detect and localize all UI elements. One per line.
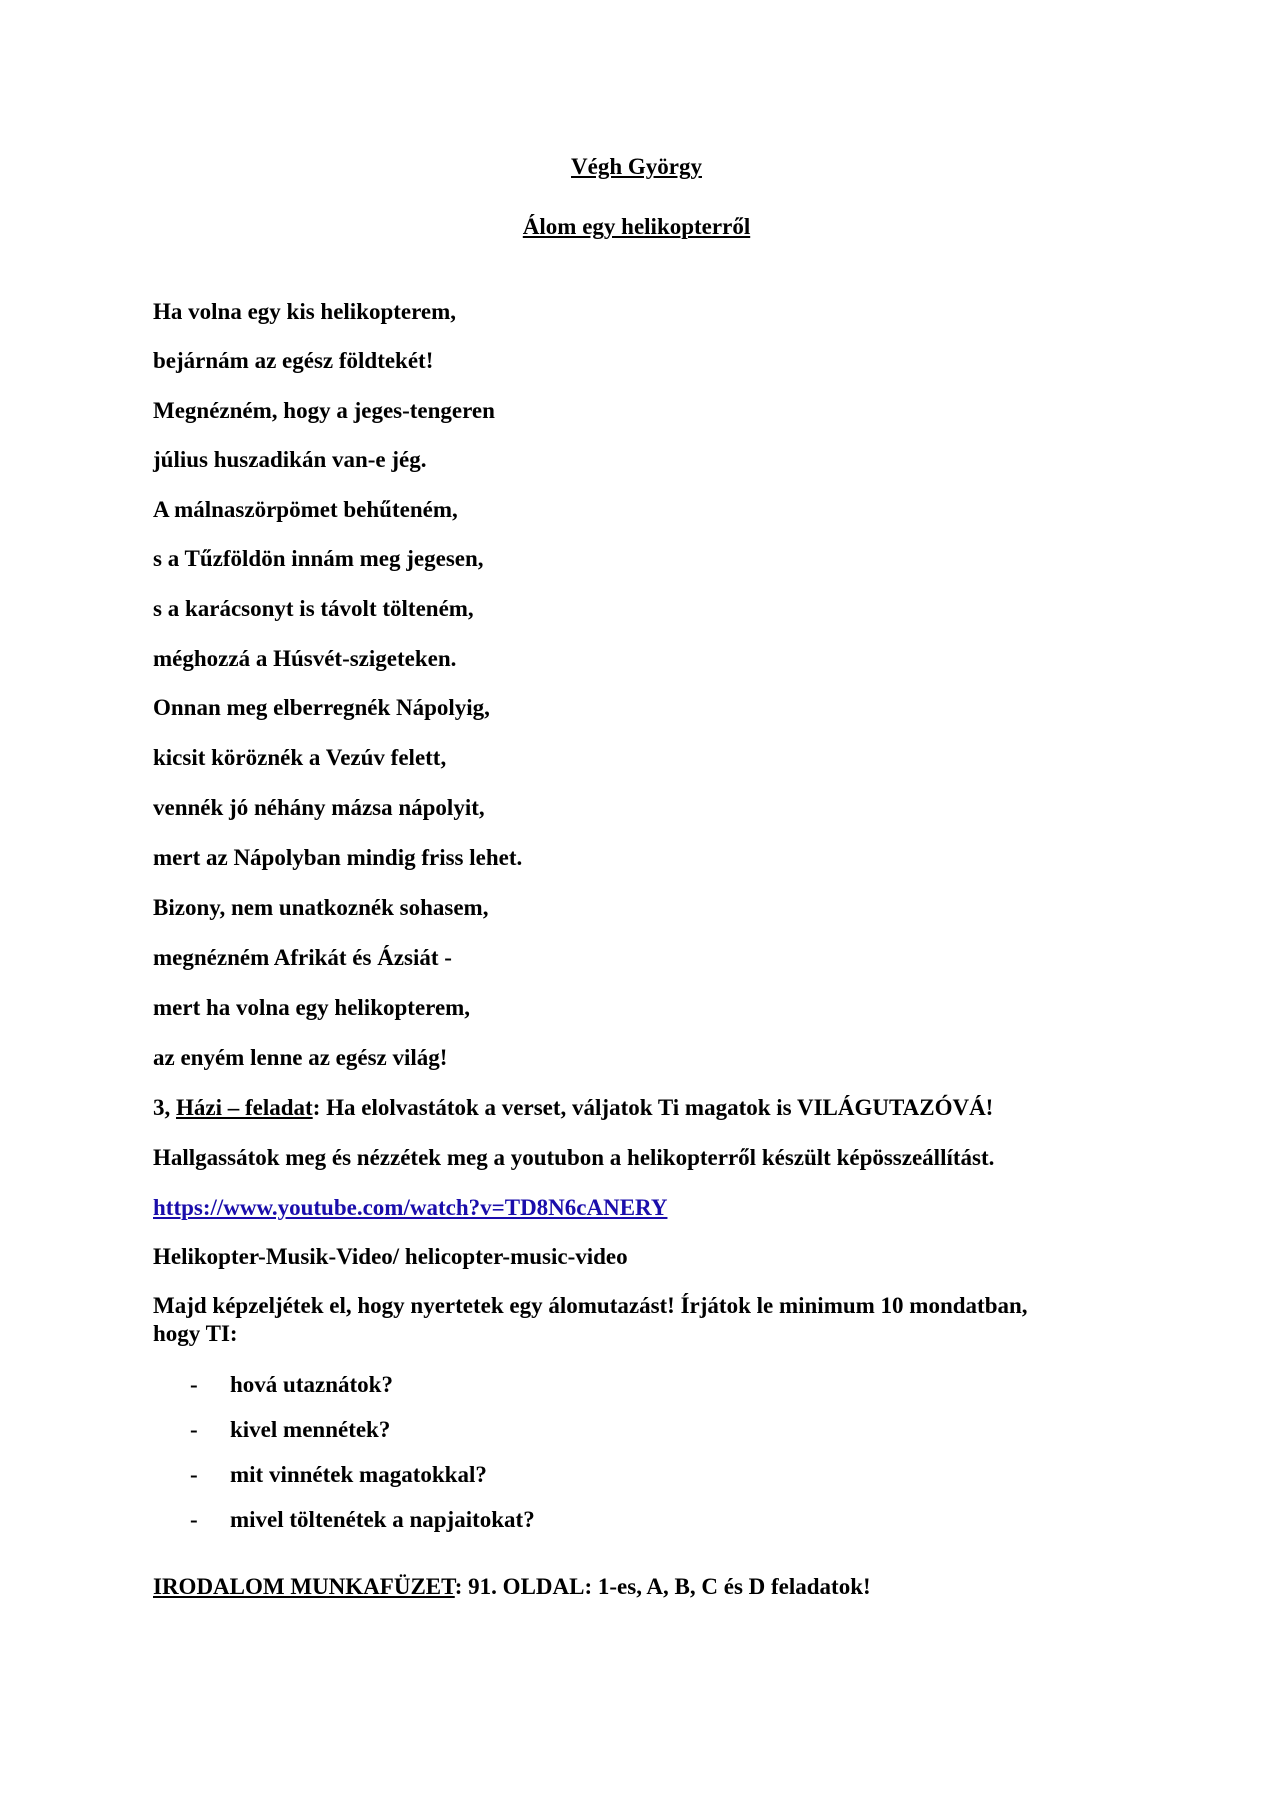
poem-line: július huszadikán van-e jég. [153, 447, 427, 472]
poem-line: Bizony, nem unatkoznék sohasem, [153, 895, 489, 920]
poem-line: méghozzá a Húsvét-szigeteken. [153, 646, 457, 671]
homework-line [153, 1094, 993, 1122]
poem-line: megnézném Afrikát és Ázsiát - [153, 945, 452, 970]
bullet-dash: - [190, 1417, 198, 1442]
list-item [190, 1506, 535, 1534]
question-text: mivel töltenétek a napjaitokat? [230, 1507, 535, 1532]
bullet-dash: - [190, 1507, 198, 1532]
list-item [190, 1461, 487, 1489]
imagine-instruction: Majd képzeljétek el, hogy nyertetek egy álomutazást! Írjátok le minimum 10 mondatban, hogy TI: [153, 1293, 1028, 1346]
poem-line: Ha volna egy kis helikopterem, [153, 299, 457, 324]
poem-line: A málnaszörpömet behűteném, [153, 497, 458, 522]
homework-text: : Ha elolvastátok a verset, váljatok Ti magatok is VILÁGUTAZÓVÁ! [312, 1095, 994, 1120]
workbook-text: : 91. OLDAL: 1-es, A, B, C és D feladatok! [454, 1574, 871, 1599]
question-text: hová utaznátok? [230, 1372, 393, 1397]
workbook-label: IRODALOM MUNKAFÜZET [153, 1574, 455, 1599]
youtube-link[interactable]: https://www.youtube.com/watch?v=TD8N6cANERY [153, 1195, 668, 1220]
poem-line: Onnan meg elberregnék Nápolyig, [153, 695, 490, 720]
bullet-dash: - [190, 1462, 198, 1487]
workbook-line [153, 1573, 871, 1601]
poem-line: mert ha volna egy helikopterem, [153, 995, 471, 1020]
video-title: Helikopter-Musik-Video/ helicopter-music-video [153, 1244, 628, 1269]
video-link-row [153, 1194, 667, 1222]
poem-line: kicsit köröznék a Vezúv felett, [153, 745, 447, 770]
poem-title: Álom egy helikopterről [522, 214, 751, 239]
listen-instruction: Hallgassátok meg és nézzétek meg a youtubon a helikopterről készült képösszeállítást. [153, 1145, 995, 1170]
question-text: kivel mennétek? [230, 1417, 391, 1442]
homework-number: 3, [153, 1095, 176, 1120]
poem-line: mert az Nápolyban mindig friss lehet. [153, 845, 523, 870]
poem-line: s a karácsonyt is távolt tölteném, [153, 596, 474, 621]
author-heading: Végh György [571, 154, 702, 179]
poem-line: Megnézném, hogy a jeges-tengeren [153, 398, 495, 423]
poem-line: vennék jó néhány mázsa nápolyit, [153, 795, 485, 820]
list-item [190, 1371, 393, 1399]
homework-label: Házi – feladat [176, 1095, 313, 1120]
poem-line: bejárnám az egész földtekét! [153, 348, 434, 373]
list-item [190, 1416, 390, 1444]
question-text: mit vinnétek magatokkal? [230, 1462, 487, 1487]
poem-line: s a Tűzföldön innám meg jegesen, [153, 546, 484, 571]
poem-line: az enyém lenne az egész világ! [153, 1045, 448, 1070]
bullet-dash: - [190, 1372, 198, 1397]
